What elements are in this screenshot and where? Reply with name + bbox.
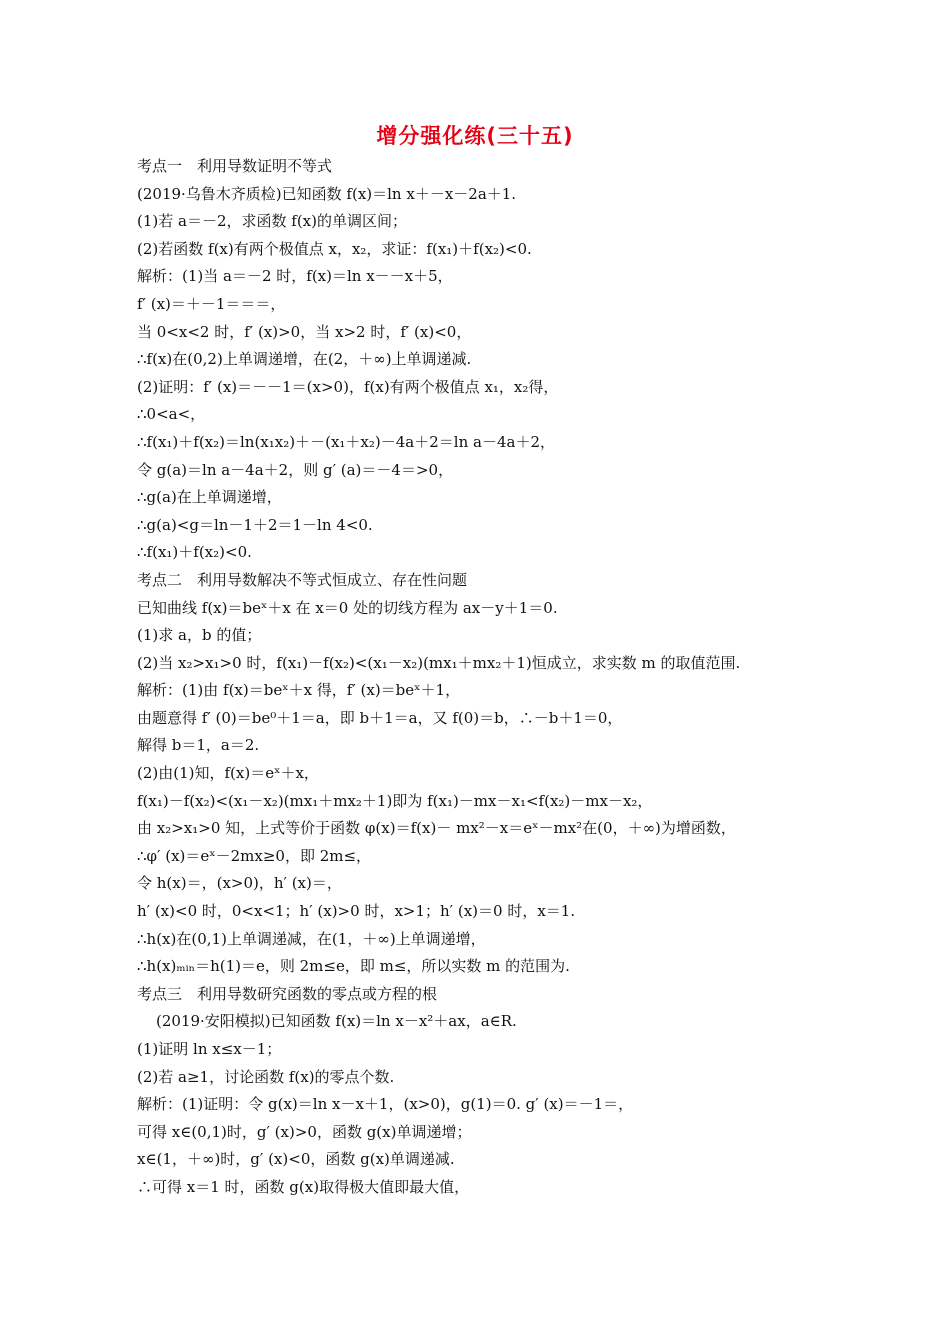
text-line: (1)证明 ln x≤x－1； <box>137 1040 282 1058</box>
text-line: ∴h(x)在(0,1)上单调递减，在(1，＋∞)上单调递增， <box>137 929 486 948</box>
text-line: (2019·乌鲁木齐质检)已知函数 f(x)＝ln x＋－x－2a＋1. <box>137 184 517 203</box>
text-line: 考点一 利用导数证明不等式 <box>137 157 333 175</box>
text-line: 令 g(a)＝ln a－4a＋2，则 g′ (a)＝－4＝>0， <box>137 460 454 479</box>
text-line: (2)当 x₂>x₁>0 时，f(x₁)－f(x₂)<(x₁－x₂)(mx₁＋mx₂＋1)恒成立，求实数 m 的取值范围. <box>137 653 741 672</box>
text-line: ∴g(a)在上单调递增， <box>137 488 282 507</box>
text-line: f′ (x)＝＋－1＝＝＝， <box>137 294 286 313</box>
text-line: 令 h(x)＝，(x>0)，h′ (x)＝， <box>137 874 342 893</box>
text-line: x∈(1，＋∞)时，g′ (x)<0，函数 g(x)单调递减. <box>137 1150 455 1169</box>
text-line: 解析：(1)证明：令 g(x)＝ln x－x＋1，(x>0)，g(1)＝0. g′ (x)＝－1＝， <box>137 1095 634 1114</box>
text-line: (2)由(1)知，f(x)＝eˣ＋x， <box>137 764 319 783</box>
text-line: 可得 x∈(0,1)时，g′ (x)>0，函数 g(x)单调递增； <box>137 1122 472 1141</box>
text-line: 解得 b＝1，a＝2. <box>137 736 260 755</box>
text-line: ∴h(x)ₘᵢₙ＝h(1)＝e，则 2m≤e，即 m≤，所以实数 m 的范围为. <box>137 957 570 976</box>
document-title: 增分强化练(三十五) <box>376 124 574 148</box>
text-line: (2019·安阳模拟)已知函数 f(x)＝ln x－x²＋ax，a∈R. <box>156 1012 517 1031</box>
text-line: 考点二 利用导数解决不等式恒成立、存在性问题 <box>137 570 468 589</box>
document-body <box>137 153 837 1202</box>
text-line: (2)若函数 f(x)有两个极值点 x，x₂，求证：f(x₁)＋f(x₂)<0. <box>137 239 532 258</box>
text-line: 解析：(1)由 f(x)＝beˣ＋x 得，f′ (x)＝beˣ＋1， <box>137 681 461 700</box>
text-line: f(x₁)－f(x₂)<(x₁－x₂)(mx₁＋mx₂＋1)即为 f(x₁)－mx－x₁<f(x₂)－mx－x₂， <box>137 791 653 810</box>
text-line: 考点三 利用导数研究函数的零点或方程的根 <box>137 984 438 1003</box>
text-line: h′ (x)<0 时，0<x<1；h′ (x)>0 时，x>1；h′ (x)＝0 时，x＝1. <box>137 902 576 921</box>
text-line: ∴f(x₁)＋f(x₂)＝ln(x₁x₂)＋－(x₁＋x₂)－4a＋2＝ln a－4a＋2， <box>137 432 555 451</box>
text-line: (1)若 a＝－2，求函数 f(x)的单调区间； <box>137 212 407 231</box>
text-line: ∴f(x)在(0,2)上单调递增，在(2，＋∞)上单调递减. <box>137 350 472 369</box>
text-line: 当 0<x<2 时，f′ (x)>0，当 x>2 时，f′ (x)<0， <box>137 322 472 341</box>
text-line: ∴φ′ (x)＝eˣ－2mx≥0，即 2m≤， <box>137 846 372 865</box>
text-line: ∴f(x₁)＋f(x₂)<0. <box>137 543 252 562</box>
text-line: ∴可得 x＝1 时，函数 g(x)取得极大值即最大值， <box>137 1177 470 1196</box>
text-line: (2)若 a≥1，讨论函数 f(x)的零点个数. <box>137 1067 395 1086</box>
text-line: (1)求 a，b 的值； <box>137 626 262 645</box>
text-line: 已知曲线 f(x)＝beˣ＋x 在 x＝0 处的切线方程为 ax－y＋1＝0. <box>137 598 558 617</box>
text-line: ∴0<a<， <box>137 405 206 424</box>
text-line: (2)证明：f′ (x)＝－－1＝(x>0)，f(x)有两个极值点 x₁，x₂得， <box>137 377 559 396</box>
text-line: ∴g(a)<g＝ln－1＋2＝1－ln 4<0. <box>137 515 373 534</box>
text-line: 解析：(1)当 a＝－2 时，f(x)＝ln x－－x＋5， <box>137 267 453 286</box>
text-line: 由题意得 f′ (0)＝be⁰＋1＝a，即 b＋1＝a，又 f(0)＝b，∴－b＋1＝0， <box>137 708 623 727</box>
text-line: 由 x₂>x₁>0 知，上式等价于函数 φ(x)＝f(x)－ mx²－x＝eˣ－mx²在(0，＋∞)为增函数， <box>137 819 736 838</box>
